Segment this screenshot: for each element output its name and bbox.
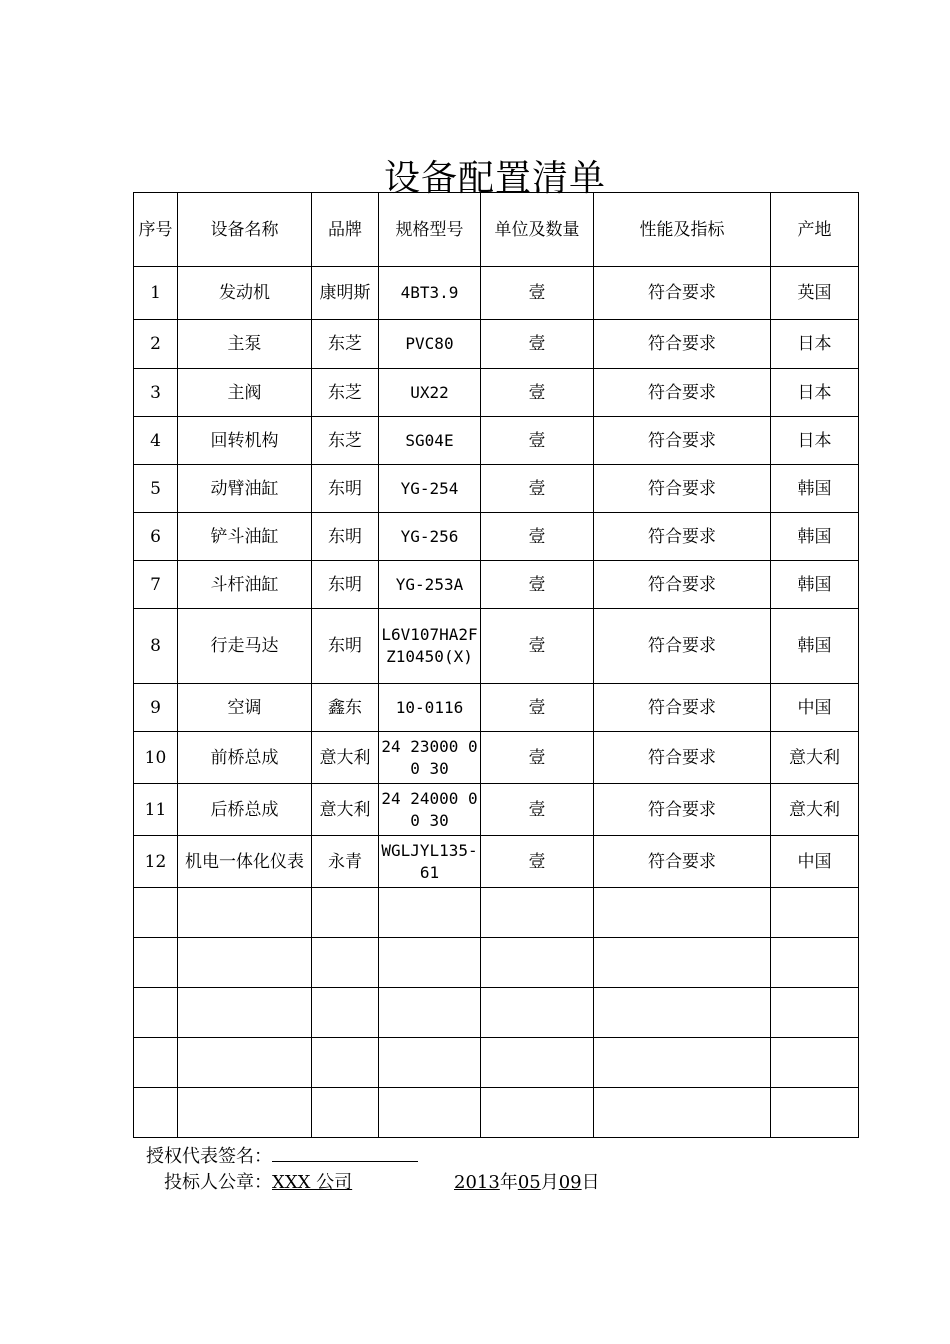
empty-table-row — [134, 938, 859, 988]
empty-cell[interactable] — [134, 1038, 178, 1088]
cell-model: UX22 — [379, 369, 481, 417]
empty-cell[interactable] — [594, 938, 771, 988]
cell-model: YG-256 — [379, 513, 481, 561]
cell-model: L6V107HA2FZ10450(X) — [379, 609, 481, 684]
table-row — [134, 561, 859, 609]
empty-cell[interactable] — [379, 888, 481, 938]
cell-perf: 符合要求 — [594, 561, 771, 609]
cell-model: PVC80 — [379, 320, 481, 369]
cell-qty: 壹 — [481, 732, 594, 784]
empty-cell[interactable] — [594, 1088, 771, 1138]
cell-no: 11 — [134, 784, 178, 836]
date-day: 09 — [558, 1172, 582, 1193]
cell-no: 8 — [134, 609, 178, 684]
empty-cell[interactable] — [134, 938, 178, 988]
cell-model: 24 23000 00 30 — [379, 732, 481, 784]
cell-name: 空调 — [178, 684, 312, 732]
empty-cell[interactable] — [178, 988, 312, 1038]
cell-no: 5 — [134, 465, 178, 513]
empty-cell[interactable] — [312, 1088, 379, 1138]
empty-cell[interactable] — [178, 1088, 312, 1138]
document-title: 设备配置清单 — [383, 158, 606, 199]
cell-model: YG-254 — [379, 465, 481, 513]
cell-origin: 韩国 — [771, 561, 859, 609]
empty-table-row — [134, 888, 859, 938]
cell-perf: 符合要求 — [594, 417, 771, 465]
equipment-table — [133, 192, 859, 1138]
empty-cell[interactable] — [379, 938, 481, 988]
date-day-unit: 日 — [581, 1172, 600, 1193]
empty-cell[interactable] — [134, 888, 178, 938]
sign-label: 授权代表签名： — [146, 1146, 272, 1167]
cell-qty: 壹 — [481, 836, 594, 888]
empty-cell[interactable] — [178, 1038, 312, 1088]
cell-perf: 符合要求 — [594, 684, 771, 732]
cell-no: 6 — [134, 513, 178, 561]
empty-cell[interactable] — [594, 988, 771, 1038]
header-name: 设备名称 — [178, 193, 312, 267]
cell-origin: 意大利 — [771, 732, 859, 784]
signature-field[interactable] — [272, 1143, 418, 1162]
table-row — [134, 784, 859, 836]
cell-qty: 壹 — [481, 320, 594, 369]
cell-origin: 韩国 — [771, 513, 859, 561]
empty-cell[interactable] — [379, 1088, 481, 1138]
cell-brand: 意大利 — [312, 784, 379, 836]
empty-cell[interactable] — [178, 888, 312, 938]
empty-cell[interactable] — [134, 1088, 178, 1138]
cell-name: 铲斗油缸 — [178, 513, 312, 561]
cell-name: 机电一体化仪表 — [178, 836, 312, 888]
seal-line — [164, 1168, 352, 1194]
cell-name: 前桥总成 — [178, 732, 312, 784]
cell-qty: 壹 — [481, 684, 594, 732]
cell-name: 发动机 — [178, 267, 312, 320]
table-header-row — [134, 193, 859, 267]
empty-cell[interactable] — [379, 1038, 481, 1088]
table-row — [134, 267, 859, 320]
cell-origin: 韩国 — [771, 465, 859, 513]
cell-no: 10 — [134, 732, 178, 784]
cell-qty: 壹 — [481, 513, 594, 561]
cell-brand: 东芝 — [312, 320, 379, 369]
header-brand: 品牌 — [312, 193, 379, 267]
cell-perf: 符合要求 — [594, 732, 771, 784]
cell-qty: 壹 — [481, 417, 594, 465]
empty-cell[interactable] — [771, 888, 859, 938]
cell-qty: 壹 — [481, 369, 594, 417]
seal-label: 投标人公章： — [164, 1172, 272, 1193]
empty-cell[interactable] — [312, 988, 379, 1038]
cell-name: 斗杆油缸 — [178, 561, 312, 609]
cell-perf: 符合要求 — [594, 267, 771, 320]
empty-cell[interactable] — [594, 888, 771, 938]
date-line — [454, 1168, 600, 1194]
cell-qty: 壹 — [481, 465, 594, 513]
table-row — [134, 684, 859, 732]
cell-perf: 符合要求 — [594, 836, 771, 888]
empty-cell[interactable] — [178, 938, 312, 988]
cell-qty: 壹 — [481, 561, 594, 609]
cell-model: 4BT3.9 — [379, 267, 481, 320]
cell-brand: 东芝 — [312, 417, 379, 465]
date-month: 05 — [517, 1172, 541, 1193]
table-row — [134, 836, 859, 888]
cell-qty: 壹 — [481, 267, 594, 320]
cell-name: 行走马达 — [178, 609, 312, 684]
cell-perf: 符合要求 — [594, 784, 771, 836]
cell-model: SG04E — [379, 417, 481, 465]
cell-no: 3 — [134, 369, 178, 417]
table-row — [134, 513, 859, 561]
cell-model: 24 24000 00 30 — [379, 784, 481, 836]
cell-origin: 中国 — [771, 684, 859, 732]
cell-brand: 东芝 — [312, 369, 379, 417]
cell-no: 9 — [134, 684, 178, 732]
cell-brand: 意大利 — [312, 732, 379, 784]
cell-origin: 日本 — [771, 369, 859, 417]
cell-name: 动臂油缸 — [178, 465, 312, 513]
cell-perf: 符合要求 — [594, 609, 771, 684]
empty-cell[interactable] — [771, 1088, 859, 1138]
cell-no: 1 — [134, 267, 178, 320]
cell-no: 4 — [134, 417, 178, 465]
cell-brand: 永青 — [312, 836, 379, 888]
cell-perf: 符合要求 — [594, 369, 771, 417]
cell-brand: 东明 — [312, 561, 379, 609]
cell-qty: 壹 — [481, 609, 594, 684]
empty-cell[interactable] — [312, 1038, 379, 1088]
date-year-unit: 年 — [499, 1172, 518, 1193]
cell-brand: 鑫东 — [312, 684, 379, 732]
header-no: 序号 — [134, 193, 178, 267]
empty-table-row — [134, 1038, 859, 1088]
cell-perf: 符合要求 — [594, 513, 771, 561]
empty-table-row — [134, 1088, 859, 1138]
date-month-unit: 月 — [540, 1172, 559, 1193]
cell-origin: 意大利 — [771, 784, 859, 836]
empty-cell[interactable] — [134, 988, 178, 1038]
cell-brand: 康明斯 — [312, 267, 379, 320]
company-name: XXX 公司 — [272, 1172, 353, 1193]
cell-no: 12 — [134, 836, 178, 888]
empty-cell[interactable] — [481, 988, 594, 1038]
cell-origin: 日本 — [771, 320, 859, 369]
cell-qty: 壹 — [481, 784, 594, 836]
cell-origin: 英国 — [771, 267, 859, 320]
empty-cell[interactable] — [481, 938, 594, 988]
empty-cell[interactable] — [312, 888, 379, 938]
cell-name: 后桥总成 — [178, 784, 312, 836]
cell-perf: 符合要求 — [594, 465, 771, 513]
cell-origin: 中国 — [771, 836, 859, 888]
header-model: 规格型号 — [379, 193, 481, 267]
cell-no: 2 — [134, 320, 178, 369]
signature-line — [146, 1142, 418, 1168]
cell-name: 主泵 — [178, 320, 312, 369]
empty-cell[interactable] — [481, 1088, 594, 1138]
cell-model: WGLJYL135-61 — [379, 836, 481, 888]
empty-cell[interactable] — [771, 938, 859, 988]
cell-brand: 东明 — [312, 465, 379, 513]
cell-brand: 东明 — [312, 609, 379, 684]
cell-brand: 东明 — [312, 513, 379, 561]
empty-cell[interactable] — [481, 1038, 594, 1088]
table-row — [134, 417, 859, 465]
empty-cell[interactable] — [771, 1038, 859, 1088]
empty-table-row — [134, 988, 859, 1038]
cell-name: 回转机构 — [178, 417, 312, 465]
empty-cell[interactable] — [771, 988, 859, 1038]
empty-cell[interactable] — [379, 988, 481, 1038]
cell-perf: 符合要求 — [594, 320, 771, 369]
cell-model: 10-0116 — [379, 684, 481, 732]
table-row — [134, 465, 859, 513]
table-row — [134, 369, 859, 417]
header-origin: 产地 — [771, 193, 859, 267]
table-row — [134, 732, 859, 784]
table-row — [134, 609, 859, 684]
cell-origin: 日本 — [771, 417, 859, 465]
cell-no: 7 — [134, 561, 178, 609]
cell-name: 主阀 — [178, 369, 312, 417]
empty-cell[interactable] — [481, 888, 594, 938]
header-qty: 单位及数量 — [481, 193, 594, 267]
empty-cell[interactable] — [594, 1038, 771, 1088]
header-perf: 性能及指标 — [594, 193, 771, 267]
cell-model: YG-253A — [379, 561, 481, 609]
table-row — [134, 320, 859, 369]
empty-cell[interactable] — [312, 938, 379, 988]
cell-origin: 韩国 — [771, 609, 859, 684]
date-year: 2013 — [454, 1172, 500, 1193]
